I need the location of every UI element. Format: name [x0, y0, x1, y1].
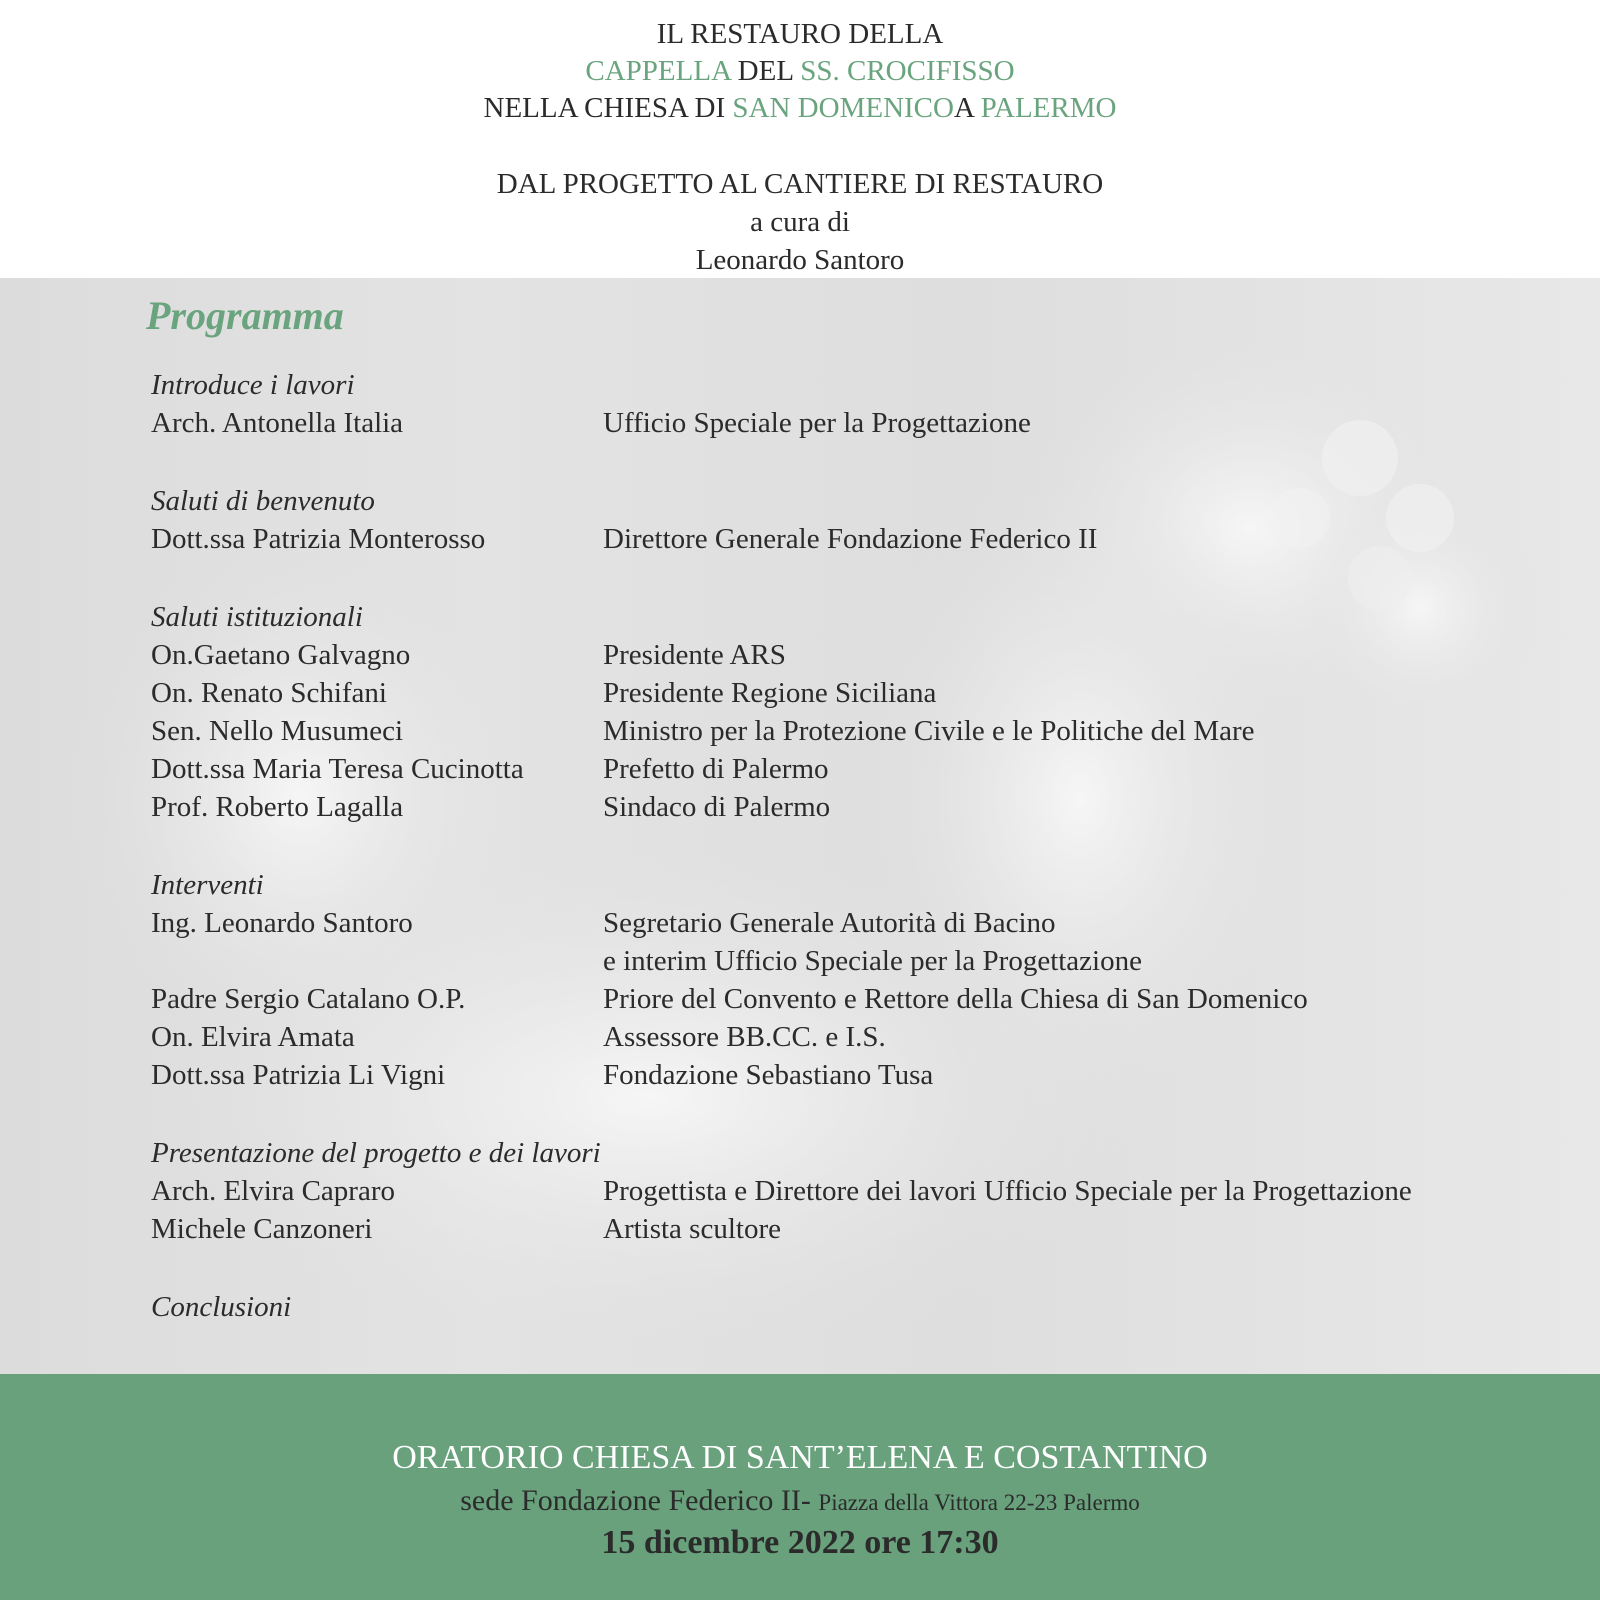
program-row	[0, 788, 1600, 826]
speaker-name: Dott.ssa Patrizia Monterosso	[151, 523, 486, 555]
speaker-role: Progettista e Direttore dei lavori Ufficio Speciale per la Progettazione	[603, 1175, 1412, 1207]
venue-sede	[0, 1482, 1600, 1522]
programma-title: Programma	[146, 293, 344, 338]
speaker-name: Prof. Roberto Lagalla	[151, 791, 404, 823]
speaker-name: Arch. Elvira Capraro	[151, 1175, 395, 1207]
program-row	[0, 1210, 1600, 1248]
title-line-3	[0, 90, 1600, 126]
speaker-role: Artista scultore	[603, 1213, 781, 1245]
speaker-role: e interim Ufficio Speciale per la Progettazione	[603, 945, 1142, 977]
title-line-2	[0, 53, 1600, 89]
venue-name: ORATORIO CHIESA DI SANT’ELENA E COSTANTINO	[392, 1439, 1208, 1476]
speaker-role: Presidente ARS	[603, 639, 786, 671]
speaker-role: Segretario Generale Autorità di Bacino	[603, 907, 1056, 939]
title-crocifisso: SS. CROCIFISSO	[800, 55, 1015, 87]
section-heading-introduce: Introduce i lavori	[151, 369, 355, 401]
section-heading-conclusioni: Conclusioni	[151, 1291, 292, 1323]
footer	[0, 1374, 1600, 1600]
section-heading-presentazione: Presentazione del progetto e dei lavori	[151, 1137, 601, 1169]
speaker-role: Prefetto di Palermo	[603, 753, 829, 785]
program-row	[0, 750, 1600, 788]
curator-name: Leonardo Santoro	[695, 244, 905, 276]
program-row	[0, 520, 1600, 558]
program-row	[0, 1172, 1600, 1210]
speaker-name: On. Renato Schifani	[151, 677, 387, 709]
speaker-name: Sen. Nello Musumeci	[151, 715, 404, 747]
subtitle: DAL PROGETTO AL CANTIERE DI RESTAURO	[496, 168, 1104, 200]
title-palermo: PALERMO	[980, 92, 1117, 124]
program-row	[0, 1056, 1600, 1094]
program-row	[0, 1018, 1600, 1056]
speaker-role: Ministro per la Protezione Civile e le Politiche del Mare	[603, 715, 1255, 747]
title-a: A	[953, 92, 981, 124]
section-heading-saluti-istituzionali: Saluti istituzionali	[151, 601, 363, 633]
program-area	[0, 278, 1600, 1374]
header	[0, 0, 1600, 278]
program-row	[0, 674, 1600, 712]
speaker-role: Fondazione Sebastiano Tusa	[603, 1059, 934, 1091]
speaker-role: Assessore BB.CC. e I.S.	[603, 1021, 886, 1053]
speaker-role: Presidente Regione Siciliana	[603, 677, 937, 709]
section-heading-saluti-benvenuto: Saluti di benvenuto	[151, 485, 375, 517]
title-line-1: IL RESTAURO DELLA	[656, 18, 944, 50]
program-row	[0, 404, 1600, 442]
program-row	[0, 980, 1600, 1018]
speaker-name: Padre Sergio Catalano O.P.	[151, 983, 466, 1015]
program-row	[0, 904, 1600, 942]
speaker-role: Direttore Generale Fondazione Federico II	[603, 523, 1098, 555]
section-heading-interventi: Interventi	[151, 869, 264, 901]
event-date: 15 dicembre 2022 ore 17:30	[601, 1524, 999, 1561]
speaker-name: Dott.ssa Patrizia Li Vigni	[151, 1059, 446, 1091]
program-row	[0, 942, 1600, 980]
speaker-name: Ing. Leonardo Santoro	[151, 907, 413, 939]
program-row	[0, 636, 1600, 674]
venue-address: Piazza della Vittora 22-23 Palermo	[818, 1490, 1140, 1515]
speaker-name: Michele Canzoneri	[151, 1213, 373, 1245]
speaker-name: Arch. Antonella Italia	[151, 407, 404, 439]
speaker-name: On. Elvira Amata	[151, 1021, 355, 1053]
program-row	[0, 712, 1600, 750]
speaker-role: Sindaco di Palermo	[603, 791, 831, 823]
speaker-name: Dott.ssa Maria Teresa Cucinotta	[151, 753, 524, 785]
sede-label: sede Fondazione Federico II-	[460, 1484, 819, 1517]
title-del: DEL	[730, 55, 801, 87]
title-san-domenico: SAN DOMENICO	[732, 92, 954, 124]
title-nella-chiesa: NELLA CHIESA DI	[483, 92, 733, 124]
speaker-name: On.Gaetano Galvagno	[151, 639, 411, 671]
speaker-role: Ufficio Speciale per la Progettazione	[603, 407, 1031, 439]
curated-by: a cura di	[750, 206, 850, 238]
speaker-role: Priore del Convento e Rettore della Chiesa di San Domenico	[603, 983, 1308, 1015]
title-cappella: CAPPELLA	[585, 55, 731, 87]
